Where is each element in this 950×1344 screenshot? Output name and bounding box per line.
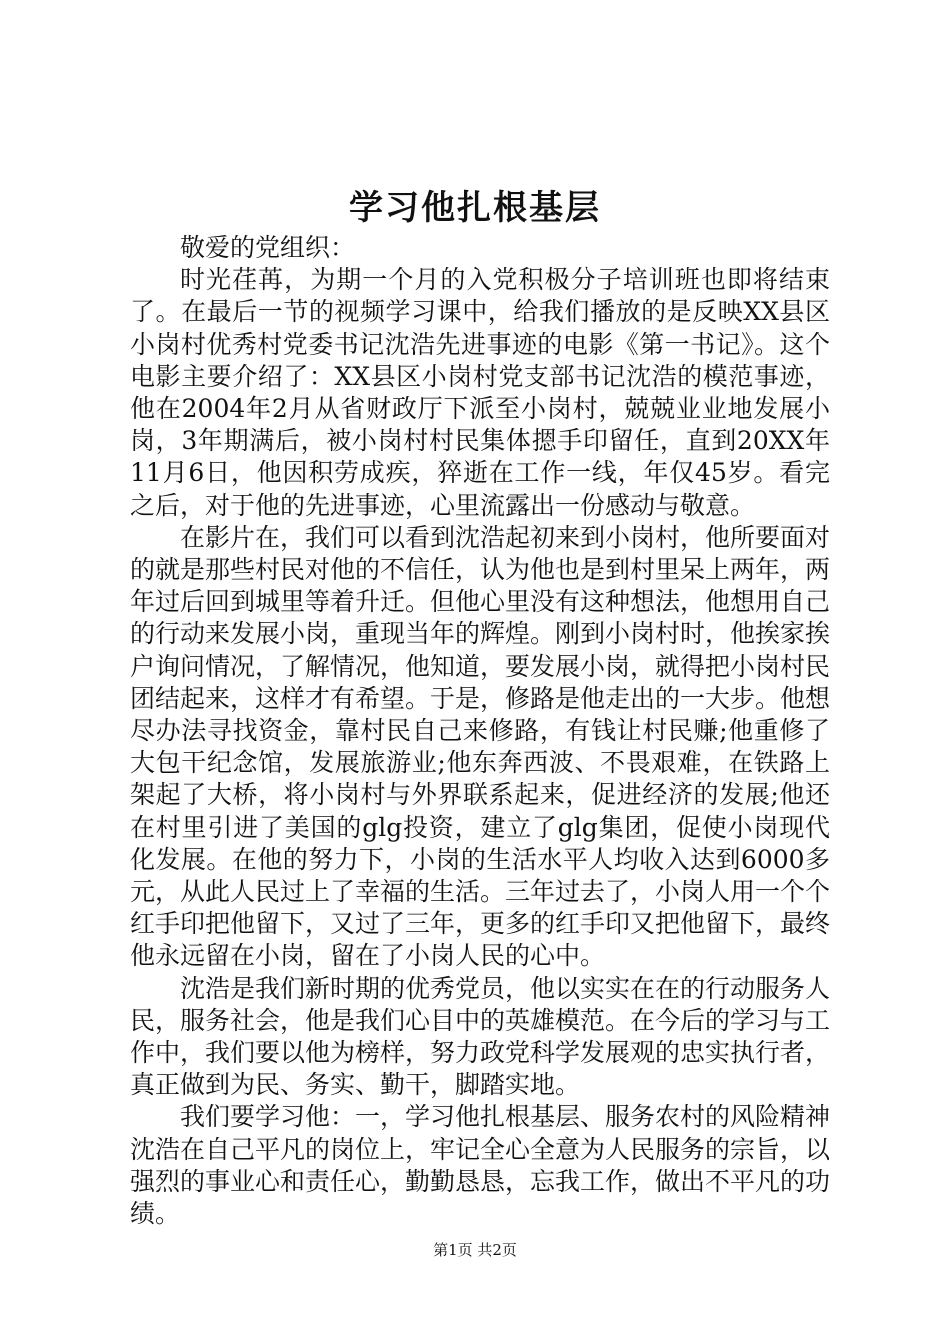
paragraph-1: 时光荏苒，为期一个月的入党积极分子培训班也即将结束了。在最后一节的视频学习课中，给我们播放的是反映XX县区小岗村优秀村党委书记沈浩先进事迹的电影《第一书记》。这个电影主要介绍了：XX县区小岗村党支部书记沈浩的模范事迹，他在2004年2月从省财政厅下派至小岗村，兢兢业业地发展小岗，3年期满后，被小岗村村民集体摁手印留任，直到20XX年11月6日，他因积劳成疾，猝逝在工作一线，年仅45岁。看完之后，对于他的先进事迹，心里流露出一份感动与敬意。 [130,265,830,520]
document-title: 学习他扎根基层 [349,188,601,228]
paragraph-4: 我们要学习他：一，学习他扎根基层、服务农村的风险精神沈浩在自己平凡的岗位上，牢记全心全意为人民服务的宗旨，以强烈的事业心和责任心，勤勤恳恳，忘我工作，做出不平凡的功绩。 [130,1102,831,1229]
paragraph-3: 沈浩是我们新时期的优秀党员，他以实实在在的行动服务人民，服务社会，他是我们心目中的英雄模范。在今后的学习与工作中，我们要以他为榜样，努力政党科学发展观的忠实执行者，真正做到为民、务实、勤干，脚踏实地。 [130,973,831,1100]
salutation: 敬爱的党组织： [180,233,356,262]
paragraph-2: 在影片在，我们可以看到沈浩起初来到小岗村，他所要面对的就是那些村民对他的不信任，认为他也是到村里呆上两年，两年过后回到城里等着升迁。但他心里没有这种想法，他想用自己的行动来发展小岗，重现当年的辉煌。刚到小岗村时，他挨家挨户询问情况，了解情况，他知道，要发展小岗，就得把小岗村民团结起来，这样才有希望。于是，修路是他走出的一大步。他想尽办法寻找资金，靠村民自己来修路，有钱让村民赚;他重修了大包干纪念馆，发展旅游业;他东奔西波、不畏艰难，在铁路上架起了大桥，将小岗村与外界联系起来，促进经济的发展;他还在村里引进了美国的glg投资，建立了glg集团，促使小岗现代化发展。在他的努力下，小岗的生活水平人均收入达到6000多元，从此人民过上了幸福的生活。三年过去了，小岗人用一个个红手印把他留下，又过了三年，更多的红手印又把他留下，最终他永远留在小岗，留在了小岗人民的心中。 [130,522,831,971]
page-indicator: 第1页 共2页 [433,1241,517,1259]
document-body [130,232,830,1230]
